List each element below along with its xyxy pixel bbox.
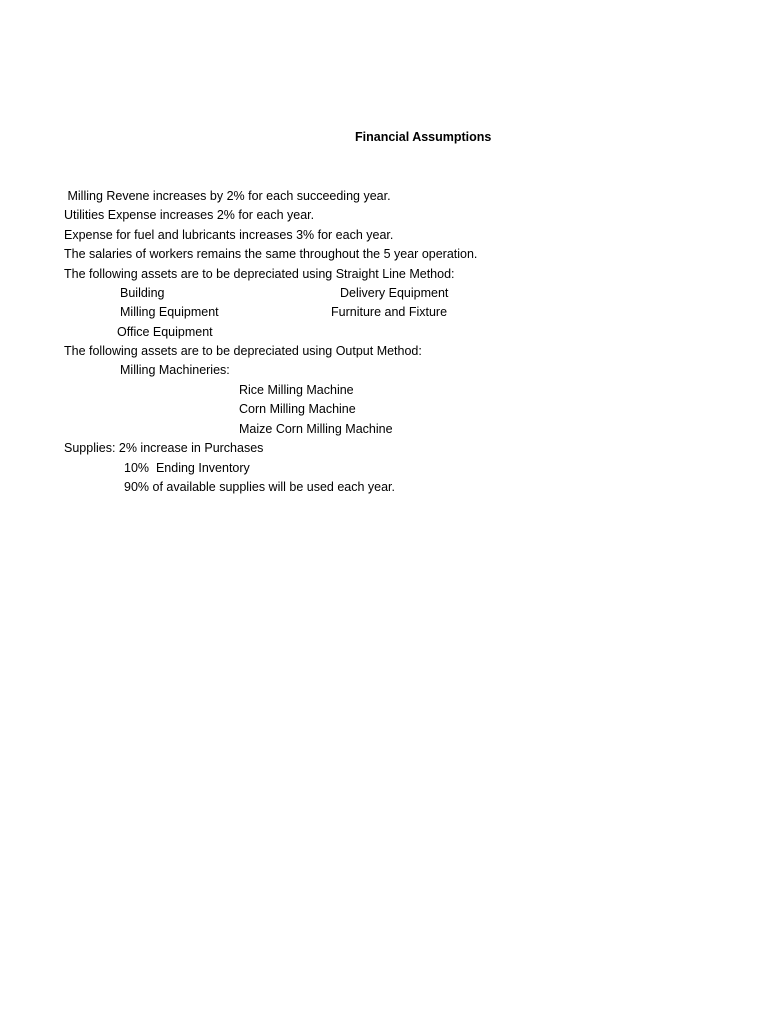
utilities-assumption: Utilities Expense increases 2% for each year.: [64, 208, 315, 222]
revenue-assumption: Milling Revene increases by 2% for each succeeding year.: [64, 189, 391, 203]
straight-line-intro: The following assets are to be depreciated using Straight Line Method:: [64, 267, 455, 281]
asset-office-equipment: Office Equipment: [117, 325, 213, 339]
asset-building: Building: [120, 286, 165, 300]
milling-machineries-label: Milling Machineries:: [120, 363, 230, 377]
salaries-assumption: The salaries of workers remains the same throughout the 5 year operation.: [64, 247, 478, 261]
supplies-assumption: Supplies: 2% increase in Purchases: [64, 441, 264, 455]
ending-inventory: 10% Ending Inventory: [124, 461, 250, 475]
maize-corn-milling-machine: Maize Corn Milling Machine: [239, 422, 393, 436]
fuel-assumption: Expense for fuel and lubricants increases 3% for each year.: [64, 228, 394, 242]
corn-milling-machine: Corn Milling Machine: [239, 402, 356, 416]
asset-milling-equipment: Milling Equipment: [120, 305, 219, 319]
asset-furniture-fixture: Furniture and Fixture: [331, 305, 448, 319]
asset-delivery-equipment: Delivery Equipment: [340, 286, 449, 300]
rice-milling-machine: Rice Milling Machine: [239, 383, 354, 397]
page-title: Financial Assumptions: [355, 130, 492, 144]
output-method-intro: The following assets are to be depreciated using Output Method:: [64, 344, 422, 358]
supplies-usage: 90% of available supplies will be used each year.: [124, 480, 396, 494]
